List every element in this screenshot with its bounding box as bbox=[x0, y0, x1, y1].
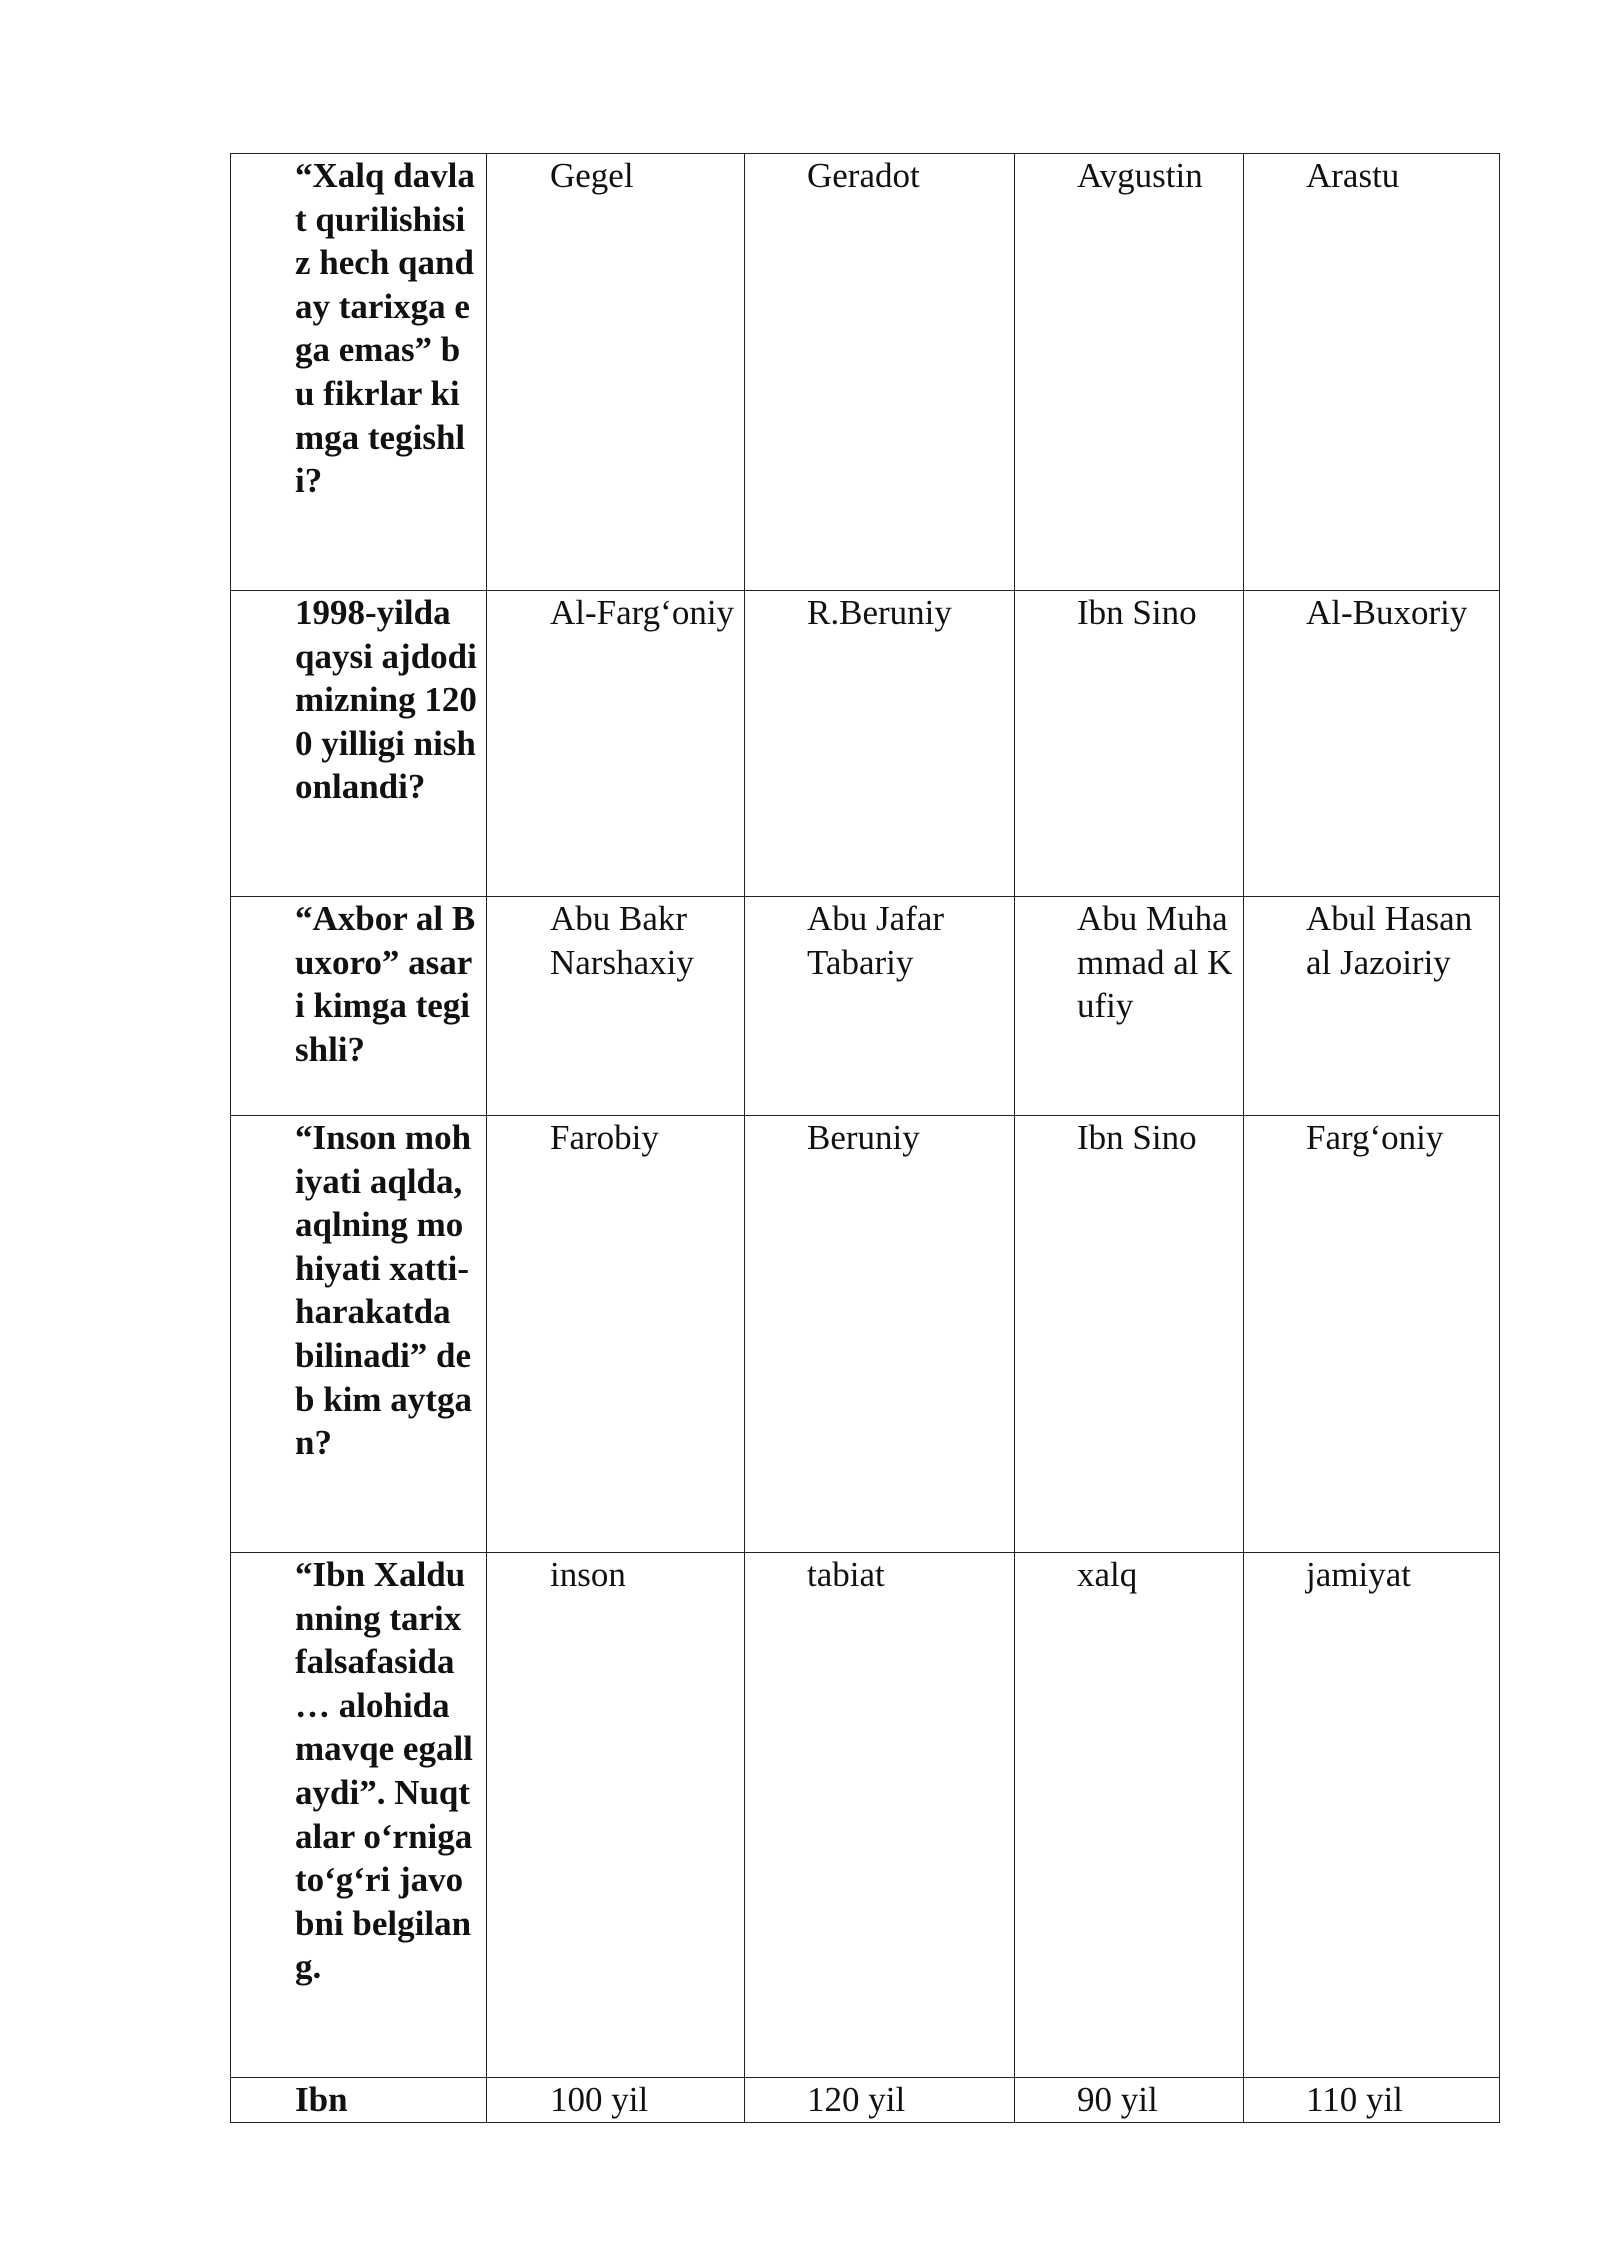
question-cell: Ibn bbox=[231, 2078, 487, 2123]
table-row bbox=[231, 591, 1500, 897]
option-d-cell: 110 yil bbox=[1244, 2078, 1500, 2123]
option-c-cell: Abu Muhammad al Kufiy bbox=[1015, 897, 1244, 1116]
question-cell: “Inson mohiyati aqlda, aqlning mohiyati xatti-harakatda bilinadi” deb kim aytgan? bbox=[231, 1116, 487, 1553]
option-d-cell: Abul Hasan al Jazoiriy bbox=[1244, 897, 1500, 1116]
option-d-cell: Arastu bbox=[1244, 154, 1500, 591]
option-a-cell: 100 yil bbox=[487, 2078, 745, 2123]
option-d-cell: jamiyat bbox=[1244, 1553, 1500, 2078]
option-b-cell: tabiat bbox=[745, 1553, 1015, 2078]
option-b-cell: Beruniy bbox=[745, 1116, 1015, 1553]
table-row bbox=[231, 1553, 1500, 2078]
option-b-cell: 120 yil bbox=[745, 2078, 1015, 2123]
question-cell: “Ibn Xaldunning tarix falsafasida … alohida mavqe egallaydi”. Nuqtalar o‘rniga to‘g‘ri javobni belgilang. bbox=[231, 1553, 487, 2078]
table-row bbox=[231, 154, 1500, 591]
question-cell: “Xalq davlat qurilishisiz hech qanday tarixga ega emas” bu fikrlar kimga tegishli? bbox=[231, 154, 487, 591]
option-c-cell: Ibn Sino bbox=[1015, 591, 1244, 897]
option-b-cell: Geradot bbox=[745, 154, 1015, 591]
option-a-cell: Abu Bakr Narshaxiy bbox=[487, 897, 745, 1116]
option-a-cell: Al-Farg‘oniy bbox=[487, 591, 745, 897]
quiz-table bbox=[230, 153, 1500, 2123]
table-row bbox=[231, 1116, 1500, 1553]
table-row bbox=[231, 2078, 1500, 2123]
option-c-cell: 90 yil bbox=[1015, 2078, 1244, 2123]
question-cell: “Axbor al Buxoro” asari kimga tegishli? bbox=[231, 897, 487, 1116]
question-cell: 1998-yilda qaysi ajdodimizning 1200 yilligi nishonlandi? bbox=[231, 591, 487, 897]
option-c-cell: xalq bbox=[1015, 1553, 1244, 2078]
option-b-cell: R.Beruniy bbox=[745, 591, 1015, 897]
option-c-cell: Avgustin bbox=[1015, 154, 1244, 591]
option-c-cell: Ibn Sino bbox=[1015, 1116, 1244, 1553]
table-row bbox=[231, 897, 1500, 1116]
option-d-cell: Al-Buxoriy bbox=[1244, 591, 1500, 897]
option-b-cell: Abu Jafar Tabariy bbox=[745, 897, 1015, 1116]
option-d-cell: Farg‘oniy bbox=[1244, 1116, 1500, 1553]
option-a-cell: Gegel bbox=[487, 154, 745, 591]
option-a-cell: Farobiy bbox=[487, 1116, 745, 1553]
option-a-cell: inson bbox=[487, 1553, 745, 2078]
